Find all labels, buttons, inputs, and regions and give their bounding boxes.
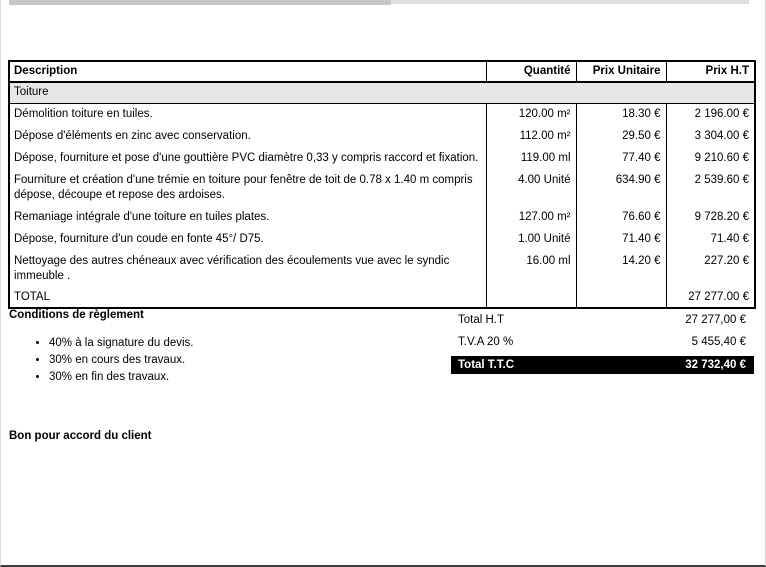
item-quantity: 127.00 m²	[486, 207, 576, 229]
total-row-quantity	[486, 288, 576, 308]
table-total-row	[9, 288, 755, 308]
item-quantity: 120.00 m²	[486, 104, 576, 127]
item-description: Dépose, fourniture d'un coude en fonte 45°/ D75.	[14, 233, 264, 245]
item-quantity: 16.00 ml	[486, 251, 576, 288]
tva-row	[451, 331, 754, 352]
item-total: 71.40 €	[666, 229, 755, 251]
item-description: Dépose, fourniture et pose d'une gouttière PVC diamètre 0,33 y compris raccord et fixation.	[14, 152, 479, 164]
item-description: Nettoyage des autres chéneaux avec vérification des écoulements vue avec le syndic immeuble .	[14, 255, 450, 282]
tva-label: T.V.A 20 %	[458, 335, 514, 348]
item-quantity: 112.00 m²	[486, 126, 576, 148]
item-unit-price: 18.30 €	[576, 104, 666, 127]
table-row	[9, 251, 755, 288]
table-row	[9, 229, 755, 251]
page-top-scroll-artifact-dark	[9, 0, 391, 5]
item-quantity: 1.00 Unité	[486, 229, 576, 251]
table-row	[9, 170, 755, 207]
item-quantity: 119.00 ml	[486, 148, 576, 170]
column-header-unit-price: Prix Unitaire	[576, 61, 666, 82]
table-row	[9, 148, 755, 170]
list-item: • 30% en cours des travaux.	[49, 354, 439, 367]
column-header-total-ht: Prix H.T	[666, 61, 755, 82]
total-row-amount: 27 277.00 €	[666, 288, 755, 308]
item-description: Démolition toiture en tuiles.	[14, 108, 153, 120]
item-unit-price: 76.60 €	[576, 207, 666, 229]
total-ttc-label: Total T.T.C	[458, 359, 515, 371]
total-row-label: TOTAL	[14, 291, 50, 303]
totals-summary	[451, 309, 754, 375]
total-ht-value: 27 277,00 €	[685, 313, 746, 326]
payment-conditions-title: Conditions de règlement	[9, 309, 144, 321]
table-row	[9, 207, 755, 229]
item-total: 2 539.60 €	[666, 170, 755, 207]
column-header-description: Description	[9, 61, 486, 82]
item-total: 9 210.60 €	[666, 148, 755, 170]
list-item: • 40% à la signature du devis.	[49, 337, 439, 350]
item-unit-price: 14.20 €	[576, 251, 666, 288]
total-row-unit-price	[576, 288, 666, 308]
total-ttc-bar	[451, 356, 754, 374]
total-ht-label: Total H.T	[458, 313, 505, 326]
item-unit-price: 634.90 €	[576, 170, 666, 207]
list-item: • 30% en fin des travaux.	[49, 371, 439, 384]
section-row-toiture	[9, 82, 755, 104]
item-unit-price: 29.50 €	[576, 126, 666, 148]
item-unit-price: 71.40 €	[576, 229, 666, 251]
total-ht-row	[451, 309, 754, 330]
table-row	[9, 126, 755, 148]
payment-conditions-list	[49, 337, 439, 384]
total-ttc-value: 32 732,40 €	[685, 359, 746, 371]
item-description: Remaniage intégrale d'une toiture en tuiles plates.	[14, 211, 270, 223]
item-total: 227.20 €	[666, 251, 755, 288]
item-description: Dépose d'éléments en zinc avec conservation.	[14, 130, 251, 142]
client-approval-label: Bon pour accord du client	[9, 430, 152, 442]
item-quantity: 4.00 Unité	[486, 170, 576, 207]
table-header-row	[9, 61, 755, 82]
section-label: Toiture	[9, 82, 755, 104]
item-description: Fourniture et création d'une trémie en toiture pour fenêtre de toit de 0.78 x 1.40 m compris dépose, découpe et repose des ardoises.	[14, 174, 473, 201]
item-total: 2 196.00 €	[666, 104, 755, 127]
item-total: 3 304.00 €	[666, 126, 755, 148]
quote-items-table	[8, 60, 756, 309]
column-header-quantity: Quantité	[486, 61, 576, 82]
item-total: 9 728.20 €	[666, 207, 755, 229]
payment-conditions	[9, 309, 439, 388]
table-row	[9, 104, 755, 127]
tva-value: 5 455,40 €	[691, 335, 746, 348]
page-top-scroll-artifact-light	[391, 0, 749, 4]
item-unit-price: 77.40 €	[576, 148, 666, 170]
